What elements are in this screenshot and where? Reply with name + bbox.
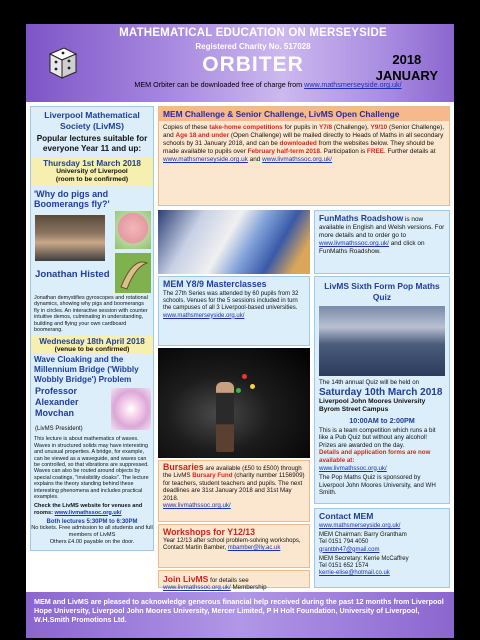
lecture1-room: (room to be confirmed) (55, 176, 129, 183)
quiz-date: Saturday 10th March 2018 (319, 386, 443, 398)
quiz-details: Details and application forms are now available at: (319, 449, 431, 464)
challenge-body: Copies of these take-home competitions for pupils in Y7/8 (Challenge), Y9/10 (Senior Challenge), and Age 18 and under (Open Challenge) will be mailed directly to Heads of Maths in all secondary schools by 31 January 2018, and can be downloaded from the websites below. They should be made available to pupils over February half-term 2018. Participation is FREE. Further details at www.mathsmerseyside.org.uk and www.livmathssoc.org.uk/ (163, 124, 445, 163)
quiz-panel (314, 276, 450, 504)
lecture1-date: Thursday 1st March 2018 (43, 159, 141, 168)
puzzle-photo (158, 210, 310, 274)
challenge-mem-link[interactable]: www.mathsmerseyside.org.uk (163, 156, 248, 163)
juggler-figure (216, 382, 234, 452)
secretary-tel: Tel 0151 652 1574 (319, 563, 369, 570)
contact-link[interactable]: www.mathsmerseyside.org.uk/ (319, 523, 401, 529)
workshops-panel: Workshops for Y12/13 Year 12/13 after school problem-solving workshops, Contact Martin Bamber, mbamber@lly.ac.uk (158, 524, 310, 568)
pig-photo (115, 211, 151, 249)
boomerang-photo (115, 253, 151, 293)
quiz-link[interactable]: www.livmathssoc.org.uk/ (319, 464, 387, 472)
livms-lectures-panel (30, 106, 154, 551)
lecture1-date-band (31, 157, 153, 186)
quiz-sponsor: The Pop Maths Quiz is sponsored by Liverpool John Moores University, and WH Smith. (319, 474, 436, 497)
quiz-venue: Liverpool John Moores University Byrom Street Campus (319, 397, 426, 413)
wave-image (111, 388, 151, 430)
livms-heading: Liverpool Mathematical Society (LivMS) (44, 110, 140, 131)
check-website-note: Check the LivMS website for venues and rooms: www.livmathssoc.org.uk/ (34, 502, 143, 516)
admission-others: Others £4.00 payable on the door. (49, 538, 135, 545)
download-link[interactable]: www.mathsmerseyside.org.uk/ (304, 80, 402, 89)
lecture2-speaker: Professor Alexander Movchan (35, 386, 79, 419)
org-name: MATHEMATICAL EDUCATION ON MERSEYSIDE (119, 27, 387, 39)
speaker-photo (35, 215, 105, 261)
funmaths-link[interactable]: www.livmathssoc.org.uk/ (319, 240, 389, 247)
lecture1-speaker: Jonathan Histed (35, 269, 110, 280)
quiz-title: LivMS Sixth Form Pop Maths Quiz (324, 281, 440, 302)
juggling-ball (250, 384, 255, 389)
lecture1-title: 'Why do pigs and Boomerangs fly?' (34, 189, 110, 209)
secretary-email[interactable]: kerrie-elise@hotmail.co.uk (319, 570, 390, 577)
chair-name: MEM Chairman: Barry Grantham (319, 532, 407, 539)
juggler-photo (158, 348, 310, 458)
workshops-title: Workshops for Y12/13 (163, 527, 256, 537)
secretary-name: MEM Secretary: Kerrie McCaffrey (319, 555, 409, 562)
chair-email[interactable]: grantbh47@gmail.com (319, 546, 380, 553)
lecture2-description: This lecture is about mathematics of waves. Waves in structured solids may have interesting and unusual properties. A bridge, for example, can be viewed as a waveguide, and waves can be controlled, so that vibrations are suppressed. Waves can also be routed around objects by special coatings, "invisibility cloaks". The lecture explains the theory standing behind these interesting phenomena and includes practical examples. (34, 436, 149, 501)
footer-banner (26, 592, 454, 638)
challenge-title: MEM Challenge & Senior Challenge, LivMS Open Challenge (159, 107, 449, 121)
livms-website-link[interactable]: www.livmathssoc.org.uk/ (54, 509, 122, 516)
charity-number: Registered Charity No. 517028 (195, 42, 311, 51)
lecture1-description: Jonathan demystifies gyroscopes and rotational dynamics, showing why pigs and boomerangs fly in circles. An interactive session with counter intuitive demos, culminating in understanding, building and flying your own cardboard boomerang. (34, 295, 148, 334)
lecture1-photos (31, 211, 153, 295)
boomerang-icon (115, 253, 151, 293)
newsletter-title: ORBITER (202, 53, 304, 76)
bursaries-panel: Bursaries are available (£50 to £500) through the LivMS Bursary Fund (charity number 1156909) for teachers, student teachers and pupils. The next deadlines are 31st January 2018 and 31st May 2018. www.livmathssoc.org.uk/ (158, 460, 310, 522)
join-title: Join LivMS (163, 574, 209, 584)
lecture-times: Both lectures 5:30PM to 6:30PM (46, 518, 138, 525)
lecture2-title: Wave Cloaking and the Millennium Bridge ('Wibbly Wobbly Bridge') Problem (34, 355, 139, 385)
chair-tel: Tel 0151 794 4050 (319, 539, 369, 546)
livms-subheading: Popular lectures suitable for everyone Year 11 and up: (36, 134, 148, 153)
lecture1-venue: University of Liverpool (56, 168, 128, 175)
lecture2-speaker-row (31, 386, 153, 436)
masterclass-title: MEM Y8/9 Masterclasses (163, 279, 267, 289)
masterclass-text: The 27th Series was attended by 60 pupils from 32 schools. Venues for the 5 sessions included in turn the campuses of all 3 Liverpool-based universities. (163, 291, 299, 312)
contact-panel (314, 508, 450, 588)
masterclass-link[interactable]: www.mathsmerseyside.org.uk/ (163, 312, 245, 319)
issue-year: 2018 (392, 52, 422, 67)
join-panel: Join LivMS for details see www.livmathssoc.org.uk/ Membership (158, 570, 310, 588)
lecture2-date-band (31, 336, 153, 354)
issue-month: JANUARY (375, 68, 438, 83)
bursaries-link[interactable]: www.livmathssoc.org.uk/ (163, 502, 231, 510)
mem-logo-icon (46, 42, 78, 82)
admission-free: No tickets. Free admission to all students and full members of LivMS (31, 524, 153, 538)
quiz-time: 10:00AM to 2:00PM (349, 415, 415, 425)
lecture2-date: Wednesday 18th April 2018 (39, 337, 145, 347)
workshops-email[interactable]: mbamber@lly.ac.uk (227, 545, 281, 552)
juggling-ball (236, 388, 241, 393)
newsletter-page (26, 24, 454, 624)
footer-acknowledgement: MEM and LivMS are pleased to acknowledge generous financial help received during the past 12 months from Liverpool Hope University, Liverpool John Moores University, Mercer Limited, P H Holt Foundation, University of Liverpool, W.H.Smith Promotions Ltd. (34, 597, 444, 624)
join-link[interactable]: www.livmathssoc.org.uk/ (163, 584, 231, 591)
lecture2-venue: (venue to be confirmed) (54, 346, 130, 354)
lecture2-affiliation: (LivMS President) (35, 426, 83, 433)
juggling-ball (242, 374, 247, 379)
download-line: MEM Orbiter can be downloaded free of charge from www.mathsmerseyside.org.uk/ (134, 80, 402, 89)
bursaries-title: Bursaries (163, 462, 204, 472)
quiz-description: This is a team competition which runs a bit like a Pub Quiz but without any alcohol! Prizes are awarded on the day. (319, 426, 436, 449)
funmaths-title: FunMaths Roadshow (319, 213, 404, 223)
quiz-intro: The 14th annual Quiz will be held on (319, 379, 420, 386)
header-banner (26, 24, 454, 102)
masterclass-panel (158, 276, 310, 346)
contact-title: Contact MEM (319, 511, 374, 521)
challenge-panel (158, 106, 450, 206)
challenge-livms-link[interactable]: www.livmathssoc.org.uk/ (262, 156, 333, 163)
funmaths-panel: FunMaths Roadshow is now available in English and Welsh versions. For more details and to order go to www.livmathssoc.org.uk/ and click on FunMaths Roadshow. (314, 210, 450, 274)
quiz-photo (319, 306, 445, 376)
